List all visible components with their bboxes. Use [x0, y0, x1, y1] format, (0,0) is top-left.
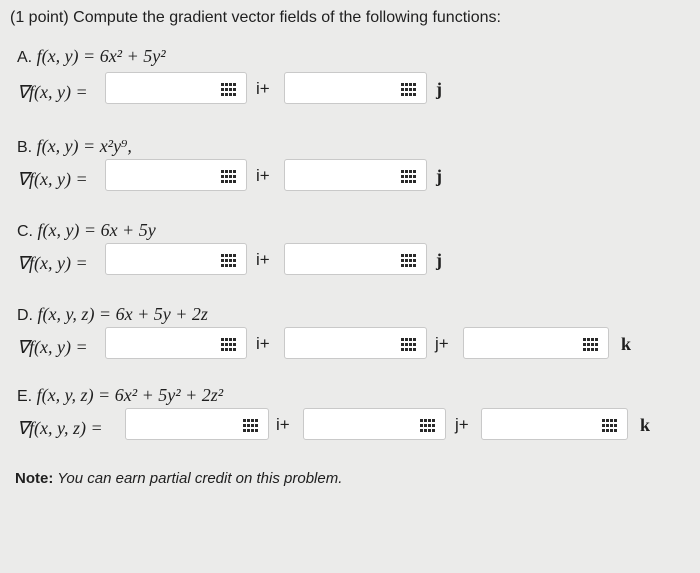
problem-d-label: D. — [17, 307, 33, 324]
problem-a-label: A. — [17, 49, 33, 66]
problem-e-gradient-text: ∇f(x, y, z) = — [17, 418, 103, 438]
keypad-icon[interactable] — [400, 168, 416, 183]
problem-c-expression: f(x, y) = 6x + 5y — [37, 220, 156, 240]
problem-b-j-unit: j — [436, 166, 442, 186]
problem-b-label: B. — [17, 139, 33, 156]
problem-e-i-unit: i+ — [276, 415, 290, 434]
problem-e-k-input[interactable] — [481, 408, 628, 440]
problem-d-j-unit: j+ — [435, 334, 449, 353]
problem-c-label: C. — [17, 223, 33, 240]
keypad-icon[interactable] — [220, 81, 236, 96]
problem-c-gradient-text: ∇f(x, y) = — [17, 253, 88, 273]
keypad-icon[interactable] — [400, 336, 416, 351]
problem-b-gradient-label — [17, 169, 88, 190]
problem-title: (1 point) Compute the gradient vector fields of the following functions: — [10, 9, 501, 26]
keypad-icon[interactable] — [601, 417, 617, 432]
problem-d-gradient-text: ∇f(x, y) = — [17, 337, 88, 357]
problem-e-label: E. — [17, 388, 33, 405]
keypad-icon[interactable] — [400, 252, 416, 267]
problem-e-i-input[interactable] — [125, 408, 269, 440]
keypad-icon[interactable] — [242, 417, 258, 432]
problem-d-k-input[interactable] — [463, 327, 609, 359]
problem-e-j-unit: j+ — [455, 415, 469, 434]
problem-a-gradient-label — [17, 82, 88, 103]
problem-d-expression: f(x, y, z) = 6x + 5y + 2z — [37, 304, 208, 324]
problem-b-function — [17, 136, 132, 157]
problem-b-i-input[interactable] — [105, 159, 247, 191]
problem-b-i-unit: i+ — [256, 166, 270, 185]
note-text: You can earn partial credit on this problem. — [53, 470, 343, 487]
keypad-icon[interactable] — [419, 417, 435, 432]
keypad-icon[interactable] — [582, 336, 598, 351]
keypad-icon[interactable] — [400, 81, 416, 96]
problem-c-gradient-label — [17, 253, 88, 274]
problem-c-j-input[interactable] — [284, 243, 427, 275]
partial-credit-note — [15, 470, 342, 487]
problem-d-k-unit: k — [621, 334, 632, 354]
problem-d-i-input[interactable] — [105, 327, 247, 359]
problem-d-function — [17, 304, 208, 325]
problem-e-k-unit: k — [640, 415, 651, 435]
problem-d-j-input[interactable] — [284, 327, 427, 359]
problem-d-gradient-label — [17, 337, 88, 358]
problem-c-function — [17, 220, 156, 241]
keypad-icon[interactable] — [220, 252, 236, 267]
problem-b-expression: f(x, y) = x²y⁹, — [36, 136, 132, 156]
problem-e-j-input[interactable] — [303, 408, 446, 440]
problem-c-i-unit: i+ — [256, 250, 270, 269]
keypad-icon[interactable] — [220, 168, 236, 183]
note-label: Note: — [15, 470, 54, 487]
problem-a-expression: f(x, y) = 6x² + 5y² — [36, 46, 166, 66]
problem-a-gradient-text: ∇f(x, y) = — [17, 82, 88, 102]
problem-d-i-unit: i+ — [256, 334, 270, 353]
problem-a-function — [17, 46, 166, 67]
problem-e-function — [17, 385, 223, 406]
problem-a-j-unit: j — [436, 79, 442, 99]
problem-c-j-unit: j — [436, 250, 442, 270]
problem-a-j-input[interactable] — [284, 72, 427, 104]
problem-b-gradient-text: ∇f(x, y) = — [17, 169, 88, 189]
problem-e-expression: f(x, y, z) = 6x² + 5y² + 2z² — [36, 385, 224, 405]
problem-c-i-input[interactable] — [105, 243, 247, 275]
keypad-icon[interactable] — [220, 336, 236, 351]
problem-b-j-input[interactable] — [284, 159, 427, 191]
problem-e-gradient-label — [17, 418, 103, 439]
problem-a-i-input[interactable] — [105, 72, 247, 104]
problem-a-i-unit: i+ — [256, 79, 270, 98]
